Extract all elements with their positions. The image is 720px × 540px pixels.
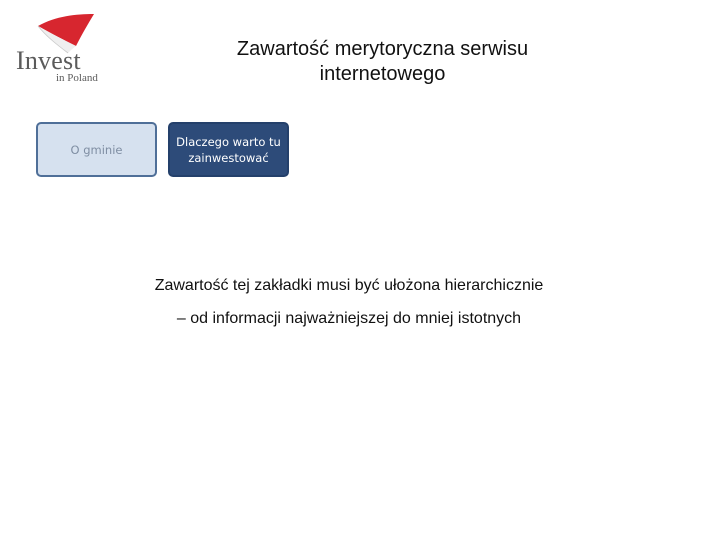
logo-sub-text: in Poland bbox=[56, 72, 98, 84]
content-text-line1: Zawartość tej zakładki musi być ułożona hierarchicznie bbox=[154, 277, 544, 294]
tab-dlaczego-label: Dlaczego warto tu zainwestować bbox=[176, 134, 281, 165]
tab-dlaczego-warto-tu-zainwestowac[interactable] bbox=[168, 122, 289, 177]
tab-o-gminie-label: O gminie bbox=[70, 142, 123, 157]
page-title bbox=[170, 37, 595, 87]
content-text-line2: – od informacji najważniejszej do mniej istotnych bbox=[176, 310, 522, 327]
page-title-line1: Zawartość merytoryczna serwisu bbox=[236, 38, 529, 60]
invest-in-poland-logo bbox=[14, 12, 102, 86]
logo-brand-text: Invest bbox=[16, 46, 81, 75]
page-title-line2: internetowego bbox=[319, 63, 446, 85]
tab-o-gminie[interactable] bbox=[36, 122, 157, 177]
